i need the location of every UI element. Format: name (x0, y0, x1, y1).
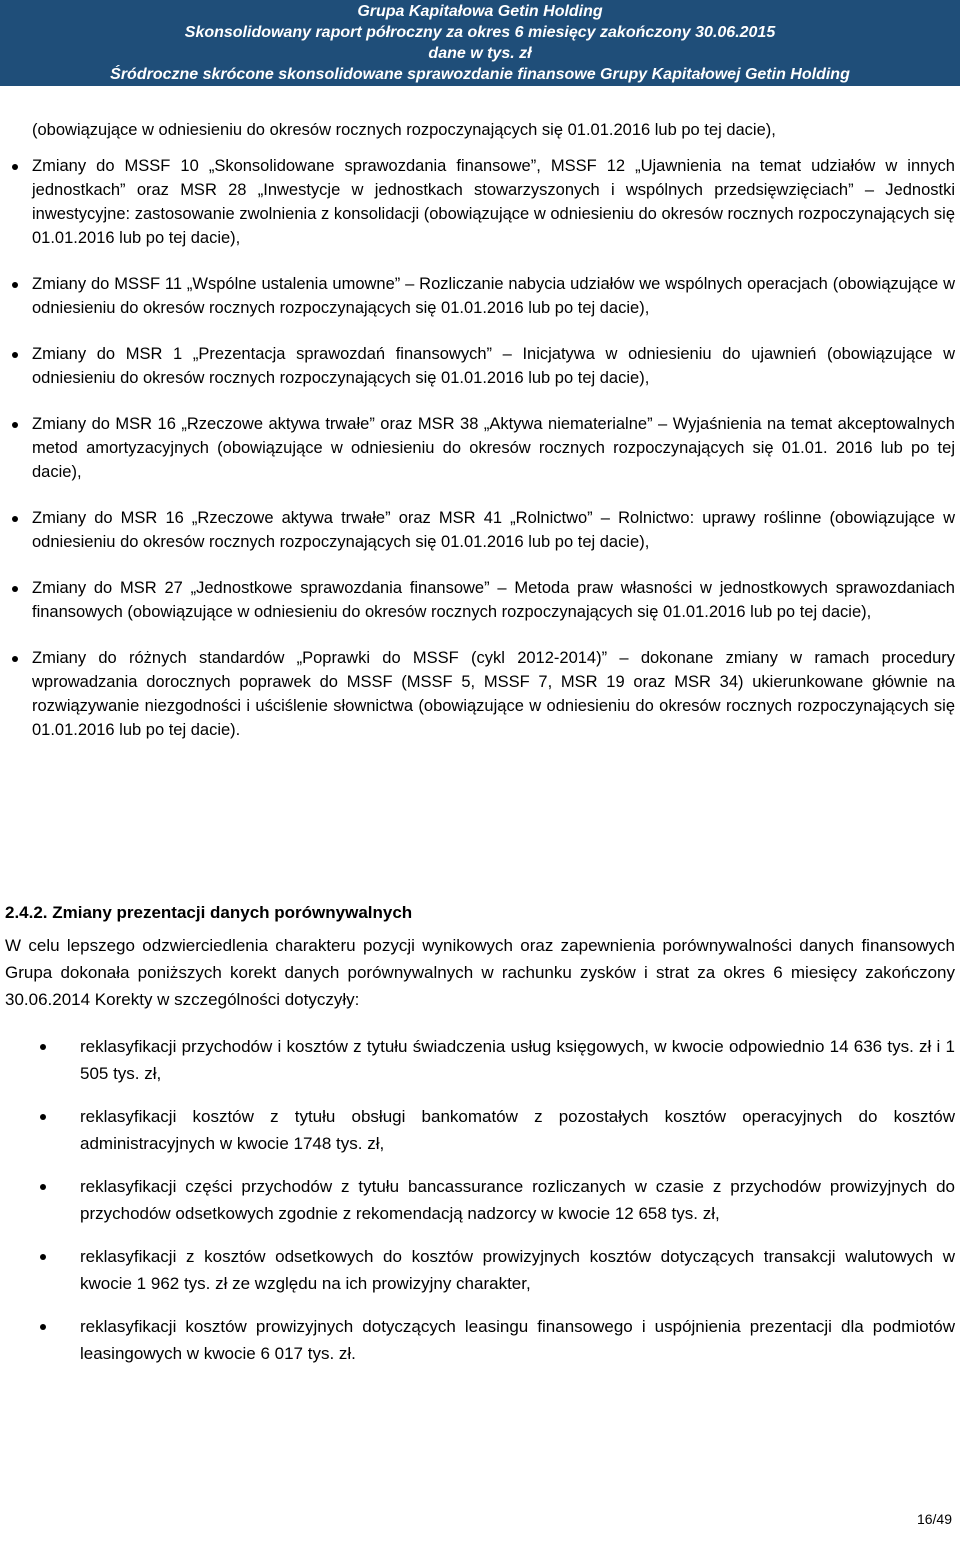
list-item-text: Zmiany do MSR 16 „Rzeczowe aktywa trwałe” oraz MSR 41 „Rolnictwo” – Rolnictwo: uprawy roślinne (obowiązujące w odniesieniu do okresów rocznych rozpoczynających się 01.01.2016 lub po tej dacie), (32, 509, 955, 551)
report-header (0, 0, 960, 86)
list-item-text: Zmiany do MSR 27 „Jednostkowe sprawozdania finansowe” – Metoda praw własności w jednostkowych sprawozdaniach finansowych (obowiązujące w odniesieniu do okresów rocznych rozpoczynających się 01.01.2016 lub po tej dacie), (32, 579, 955, 621)
bullet-icon (40, 1184, 46, 1190)
bullet-icon (40, 1044, 46, 1050)
bullet-icon (40, 1114, 46, 1120)
list-item (80, 1243, 955, 1297)
bullet-icon (40, 1324, 46, 1330)
list-item (32, 272, 955, 320)
list-item (32, 576, 955, 624)
bullet-icon (12, 516, 18, 522)
list-item (32, 154, 955, 250)
bullet-icon (12, 164, 18, 170)
section-heading: 2.4.2. Zmiany prezentacji danych porównywalnych (5, 903, 413, 922)
header-statement-title: Śródroczne skrócone skonsolidowane sprawozdanie finansowe Grupy Kapitałowej Getin Holding (110, 66, 850, 83)
list-item-text: Zmiany do różnych standardów „Poprawki do MSSF (cykl 2012-2014)” – dokonane zmiany w ramach procedury wprowadzania dorocznych poprawek do MSSF (MSSF 5, MSSF 7, MSR 19 oraz MSR 34) ukierunkowane głównie na rozwiązywanie niezgodności i uściślenie słownictwa (obowiązujące w odniesieniu do okresów rocznych rozpoczynających się 01.01.2016 lub po tej dacie). (32, 649, 955, 739)
section-intro: W celu lepszego odzwierciedlenia charakteru pozycji wynikowych oraz zapewnienia porównywalności danych finansowych Grupa dokonała poniższych korekt danych porównywalnych w rachunku zysków i strat za okres 6 miesięcy zakończony 30.06.2014 Korekty w szczególności dotyczyły: (5, 936, 955, 1009)
bullet-icon (12, 656, 18, 662)
list-item (32, 342, 955, 390)
comparative-data-section (5, 899, 955, 1383)
list-item (32, 646, 955, 742)
list-item (32, 412, 955, 484)
bullet-icon (40, 1254, 46, 1260)
list-item-text: Zmiany do MSSF 10 „Skonsolidowane sprawozdania finansowe”, MSSF 12 „Ujawnienia na temat udziałów w innych jednostkach” oraz MSR 28 „Inwestycje w jednostkach stowarzyszonych i wspólnych przedsięwzięciach” – Jednostki inwestycyjne: zastosowanie zwolnienia z konsolidacji (obowiązujące w odniesieniu do okresów rocznych rozpoczynających się 01.01.2016 lub po tej dacie), (32, 157, 955, 247)
list-item-text: reklasyfikacji przychodów i kosztów z tytułu świadczenia usług księgowych, w kwocie odpowiednio 14 636 tys. zł i 1 505 tys. zł, (80, 1037, 955, 1083)
list-item-text: reklasyfikacji kosztów prowizyjnych dotyczących leasingu finansowego i uspójnienia prezentacji dla podmiotów leasingowych w kwocie 6 017 tys. zł. (80, 1317, 955, 1363)
bullet-icon (12, 352, 18, 358)
list-item-text: Zmiany do MSR 16 „Rzeczowe aktywa trwałe” oraz MSR 38 „Aktywa niematerialne” – Wyjaśnienia na temat akceptowalnych metod amortyzacyjnych (obowiązujące w odniesieniu do okresów rocznych rozpoczynających się 01.01. 2016 lub po tej dacie), (32, 415, 955, 481)
bullet-icon (12, 282, 18, 288)
list-item (32, 506, 955, 554)
page-number: 16/49 (916, 1511, 952, 1527)
header-group-name: Grupa Kapitałowa Getin Holding (357, 3, 603, 20)
header-report-title: Skonsolidowany raport półroczny za okres 6 miesięcy zakończony 30.06.2015 (184, 24, 776, 41)
corrections-list (5, 1033, 955, 1367)
list-item (80, 1313, 955, 1367)
list-item-text: reklasyfikacji kosztów z tytułu obsługi bankomatów z pozostałych kosztów operacyjnych do kosztów administracyjnych w kwocie 1748 tys. zł, (80, 1107, 955, 1153)
standards-list (32, 154, 955, 742)
list-item (80, 1103, 955, 1157)
header-units: dane w tys. zł (428, 45, 532, 62)
bullet-icon (12, 422, 18, 428)
list-item-text: Zmiany do MSR 1 „Prezentacja sprawozdań finansowych” – Inicjatywa w odniesieniu do ujawnień (obowiązujące w odniesieniu do okresów rocznych rozpoczynających się 01.01.2016 lub po tej dacie), (32, 345, 955, 387)
continuation-text: (obowiązujące w odniesieniu do okresów rocznych rozpoczynających się 01.01.2016 lub po tej dacie), (32, 121, 776, 139)
list-item (80, 1173, 955, 1227)
list-item (80, 1033, 955, 1087)
bullet-icon (12, 586, 18, 592)
list-item-text: reklasyfikacji części przychodów z tytułu bancassurance rozliczanych w czasie z przychodów prowizyjnych do przychodów odsetkowych zgodnie z rekomendacją nadzorcy w kwocie 12 658 tys. zł, (80, 1177, 955, 1223)
list-item-text: reklasyfikacji z kosztów odsetkowych do kosztów prowizyjnych kosztów dotyczących transakcji walutowych w kwocie 1 962 tys. zł ze względu na ich prowizyjny charakter, (80, 1247, 955, 1293)
list-item-text: Zmiany do MSSF 11 „Wspólne ustalenia umowne” – Rozliczanie nabycia udziałów we wspólnych operacjach (obowiązujące w odniesieniu do okresów rocznych rozpoczynających się 01.01.2016 lub po tej dacie), (32, 275, 955, 317)
standards-list-section (32, 118, 955, 764)
